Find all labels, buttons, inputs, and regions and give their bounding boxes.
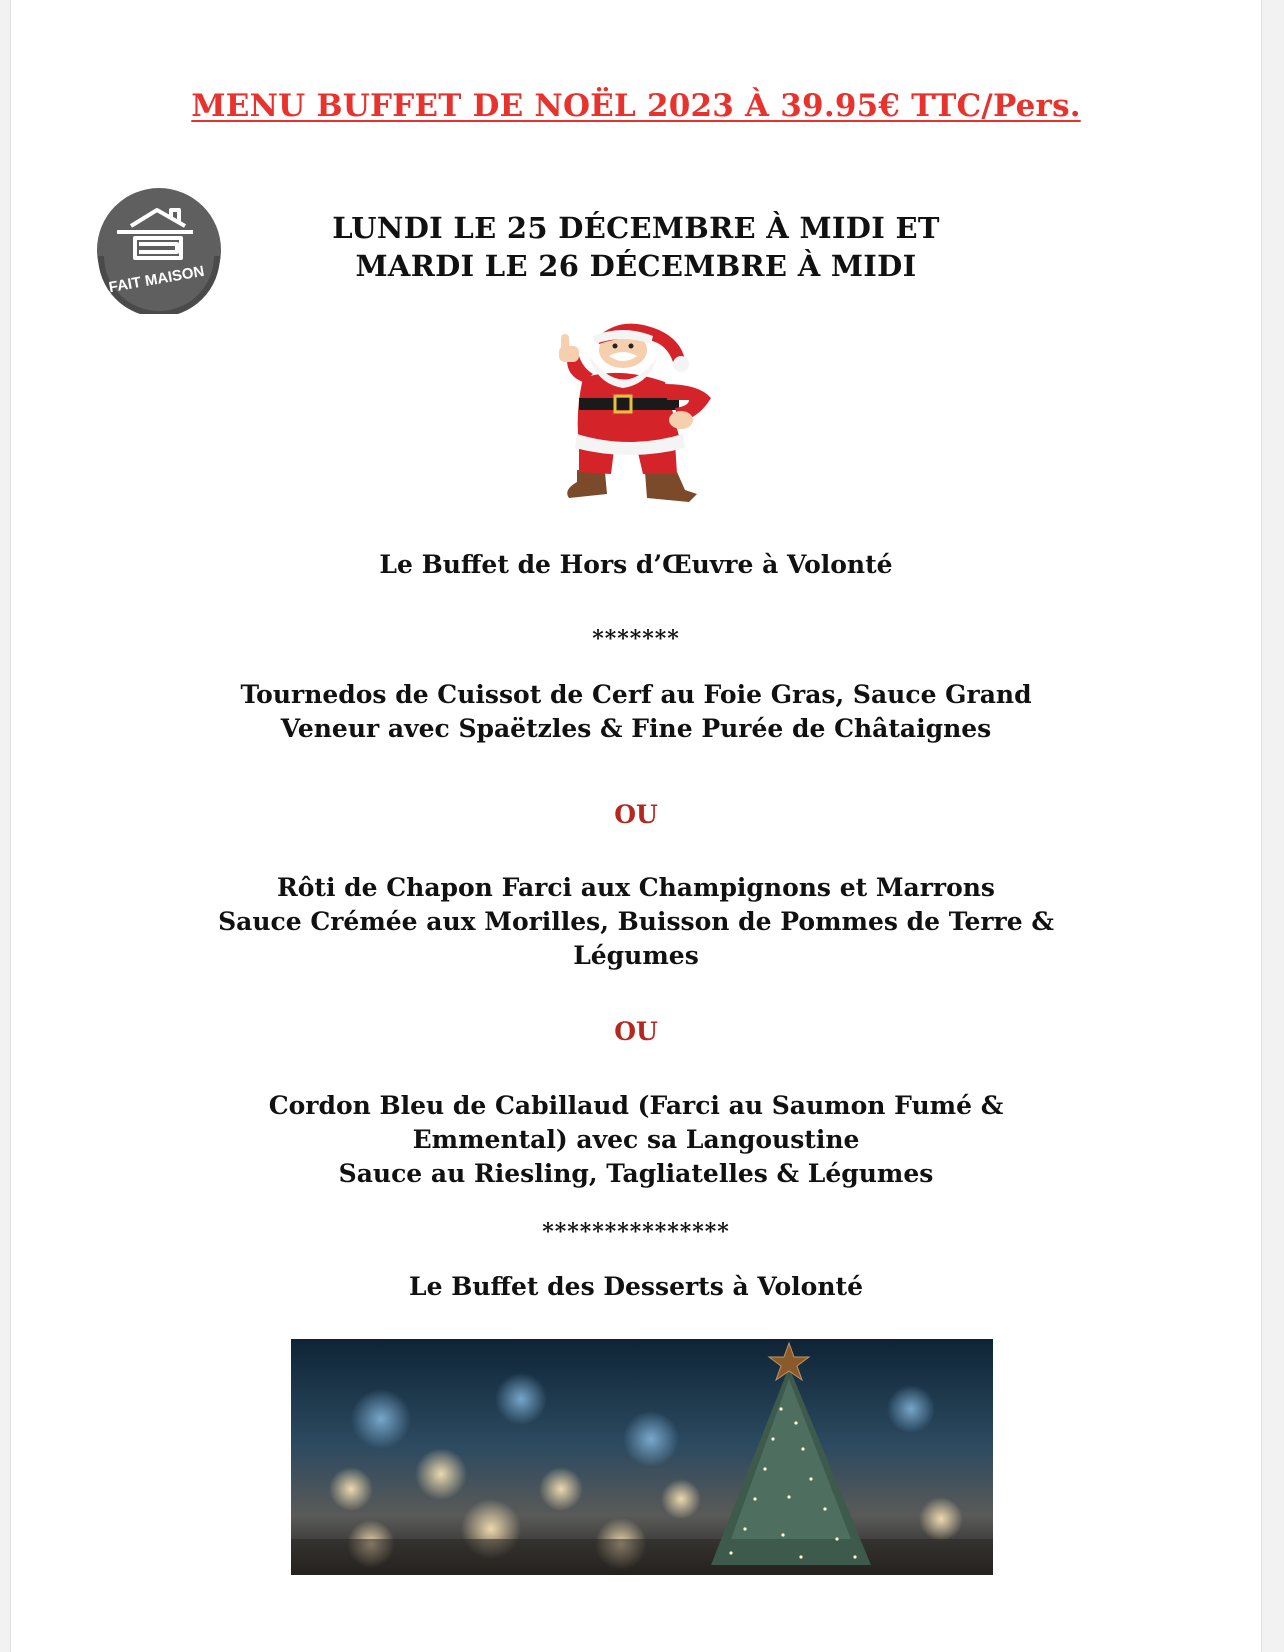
date-line-2: MARDI LE 26 DÉCEMBRE À MIDI [355,249,917,283]
starter-buffet: Le Buffet de Hors d’Œuvre à Volonté [379,550,893,579]
main-3-line-3: Sauce au Riesling, Tagliatelles & Légumes [338,1159,934,1188]
main-3-line-1: Cordon Bleu de Cabillaud (Farci au Saumon Fumé & [268,1091,1004,1120]
main-2-line-3: Légumes [573,941,699,970]
date-line-1: LUNDI LE 25 DÉCEMBRE À MIDI ET [332,211,940,245]
separator-short: ******* [592,626,680,652]
main-1-line-1: Tournedos de Cuissot de Cerf au Foie Gras, Sauce Grand [240,680,1032,709]
main-1-line-2: Veneur avec Spaëtzles & Fine Purée de Châtaignes [280,714,992,743]
menu-title: MENU BUFFET DE NOËL 2023 À 39.95€ TTC/Pers. [191,88,1081,124]
dessert-buffet: Le Buffet des Desserts à Volonté [409,1272,863,1301]
main-2-line-1: Rôti de Chapon Farci aux Champignons et Marrons [276,873,996,902]
main-2-line-2: Sauce Crémée aux Morilles, Buisson de Pommes de Terre & [218,907,1054,936]
christmas-tree-photo [291,1339,993,1575]
logo-text: FAIT MAISON [107,262,206,297]
main-3-line-2: Emmental) avec sa Langoustine [412,1125,860,1154]
or-separator-1: OU [614,800,658,829]
separator-long: *************** [542,1219,730,1245]
santa-claus-illustration [549,322,741,512]
menu-page [10,0,1262,1652]
or-separator-2: OU [614,1017,658,1046]
